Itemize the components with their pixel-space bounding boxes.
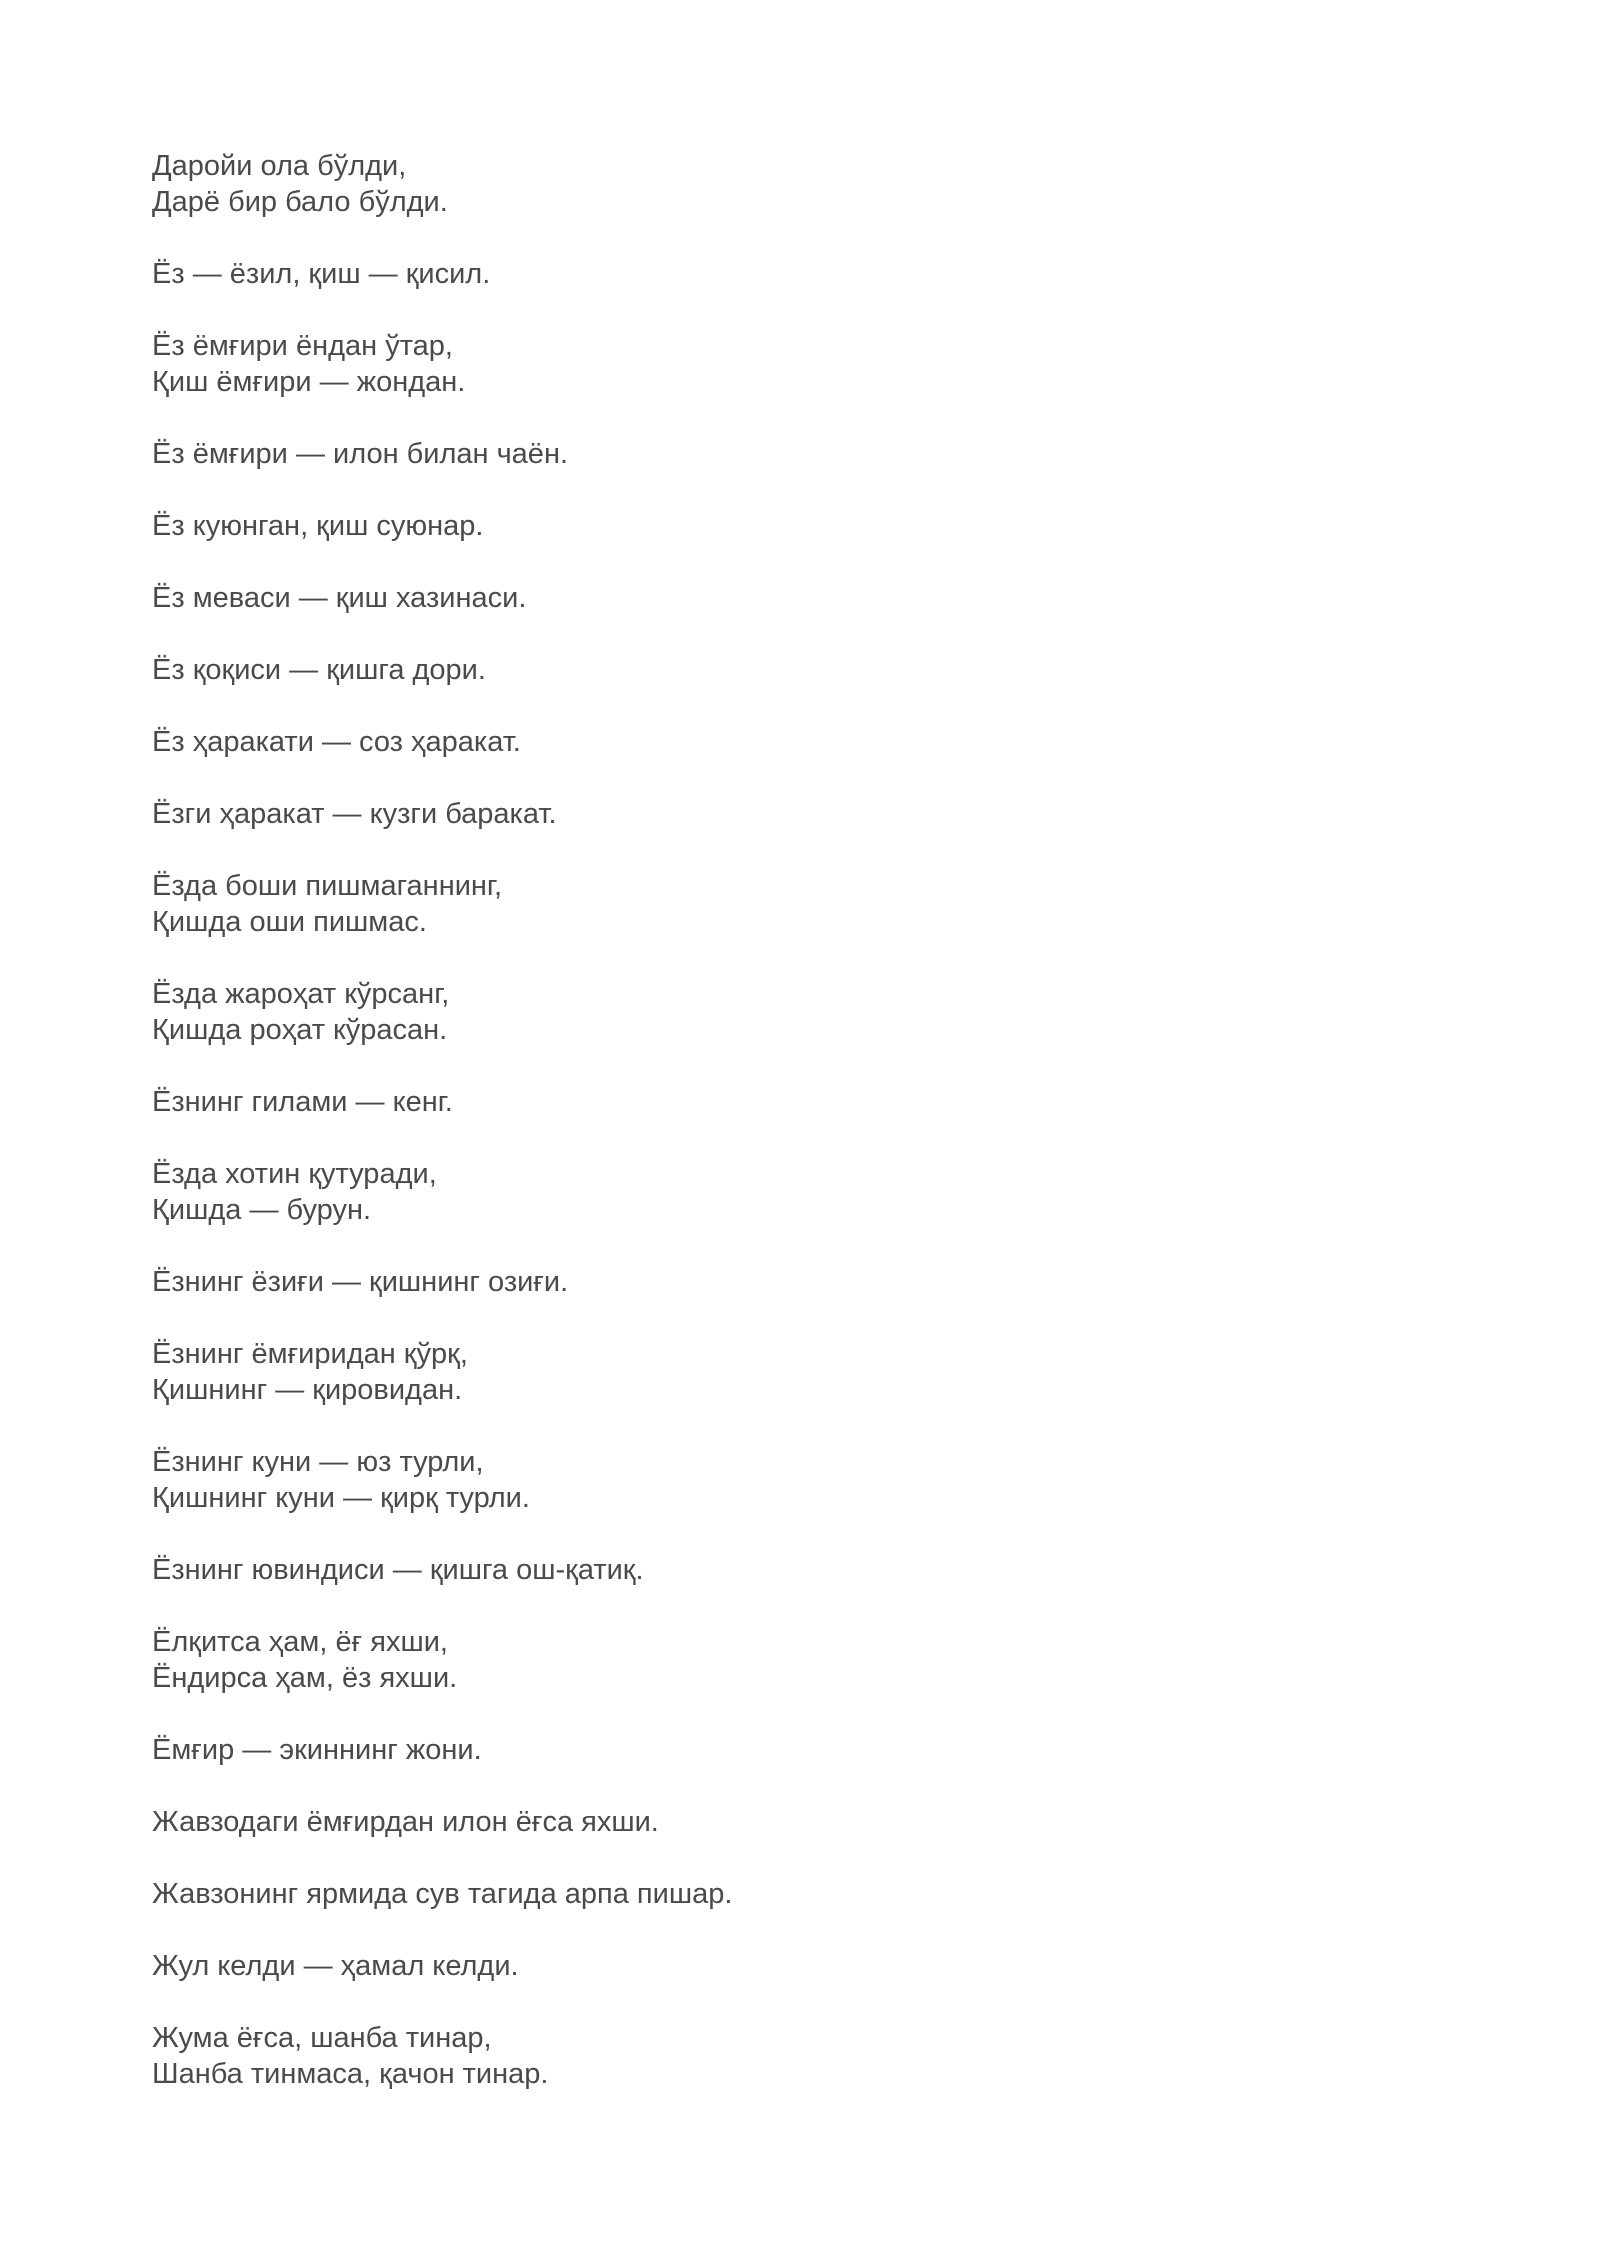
- proverb-stanza: [152, 1264, 1452, 1300]
- proverb-line: Жавзодаги ёмғирдан илон ёғса яхши.: [152, 1806, 659, 1838]
- proverb-line: Ёз ёмғири — илон билан чаён.: [152, 438, 569, 470]
- proverb-stanza: [152, 508, 1452, 544]
- proverb-stanza: [152, 580, 1452, 616]
- proverb-stanza: [152, 436, 1452, 472]
- proverb-line: Ёлқитса ҳам, ёғ яхши,: [152, 1626, 448, 1658]
- proverb-stanza: [152, 1804, 1452, 1840]
- proverb-stanza: [152, 868, 1452, 940]
- proverb-stanza: [152, 1876, 1452, 1912]
- proverb-stanza: [152, 1084, 1452, 1120]
- proverb-stanza: [152, 652, 1452, 688]
- proverb-line: Дарё бир бало бўлди.: [152, 186, 448, 218]
- proverb-line: Жул келди — ҳамал келди.: [152, 1950, 519, 1982]
- proverb-stanza: [152, 1552, 1452, 1588]
- proverb-stanza: [152, 148, 1452, 220]
- proverb-stanza: [152, 1156, 1452, 1228]
- proverb-line: Ёзда хотин қутуради,: [152, 1158, 437, 1190]
- proverb-line: Ёзда боши пишмаганнинг,: [152, 870, 503, 902]
- proverb-stanza: [152, 1624, 1452, 1696]
- proverb-stanza: [152, 976, 1452, 1048]
- proverb-line: Ёз куюнган, қиш суюнар.: [152, 510, 484, 542]
- proverb-line: Ёз ёмғири ёндан ўтар,: [152, 330, 453, 362]
- proverb-line: Ёз меваси — қиш хазинаси.: [152, 582, 527, 614]
- proverb-line: Ёзнинг ёмғиридан қўрқ,: [152, 1338, 468, 1370]
- proverb-stanza: [152, 1948, 1452, 1984]
- proverb-line: Қишнинг — қировидан.: [152, 1374, 463, 1406]
- proverb-stanza: [152, 2020, 1452, 2092]
- proverb-stanza: [152, 724, 1452, 760]
- proverbs-text: [152, 148, 1452, 2128]
- proverb-line: Ёзнинг гилами — кенг.: [152, 1086, 453, 1118]
- proverb-line: Даройи ола бўлди,: [152, 150, 407, 182]
- proverb-line: Ёзнинг куни — юз турли,: [152, 1446, 484, 1478]
- proverb-stanza: [152, 1732, 1452, 1768]
- proverb-stanza: [152, 256, 1452, 292]
- proverb-stanza: [152, 796, 1452, 832]
- proverb-line: Ёзнинг ёзиғи — қишнинг озиғи.: [152, 1266, 569, 1298]
- proverb-line: Ёзда жароҳат кўрсанг,: [152, 978, 450, 1010]
- proverb-stanza: [152, 1444, 1452, 1516]
- proverb-line: Қиш ёмғири — жондан.: [152, 366, 466, 398]
- proverb-line: Ёзги ҳаракат — кузги баракат.: [152, 798, 557, 830]
- proverb-line: Ёз қоқиси — қишга дори.: [152, 654, 486, 686]
- proverb-line: Ёз ҳаракати — соз ҳаракат.: [152, 726, 521, 758]
- proverb-line: Қишда — бурун.: [152, 1194, 372, 1226]
- proverb-line: Жавзонинг ярмида сув тагида арпа пишар.: [152, 1878, 733, 1910]
- proverb-line: Қишнинг куни — қирқ турли.: [152, 1482, 530, 1514]
- proverb-line: Ёз — ёзил, қиш — қисил.: [152, 258, 491, 290]
- proverb-line: Жума ёғса, шанба тинар,: [152, 2022, 492, 2054]
- proverb-line: Ёзнинг ювиндиси — қишга ош-қатиқ.: [152, 1554, 644, 1586]
- proverb-stanza: [152, 1336, 1452, 1408]
- proverb-stanza: [152, 328, 1452, 400]
- proverb-line: Қишда оши пишмас.: [152, 906, 427, 938]
- proverb-line: Ёмғир — экиннинг жони.: [152, 1734, 482, 1766]
- proverb-line: Қишда роҳат кўрасан.: [152, 1014, 448, 1046]
- proverb-line: Шанба тинмаса, қачон тинар.: [152, 2058, 549, 2090]
- proverb-line: Ёндирса ҳам, ёз яхши.: [152, 1662, 458, 1694]
